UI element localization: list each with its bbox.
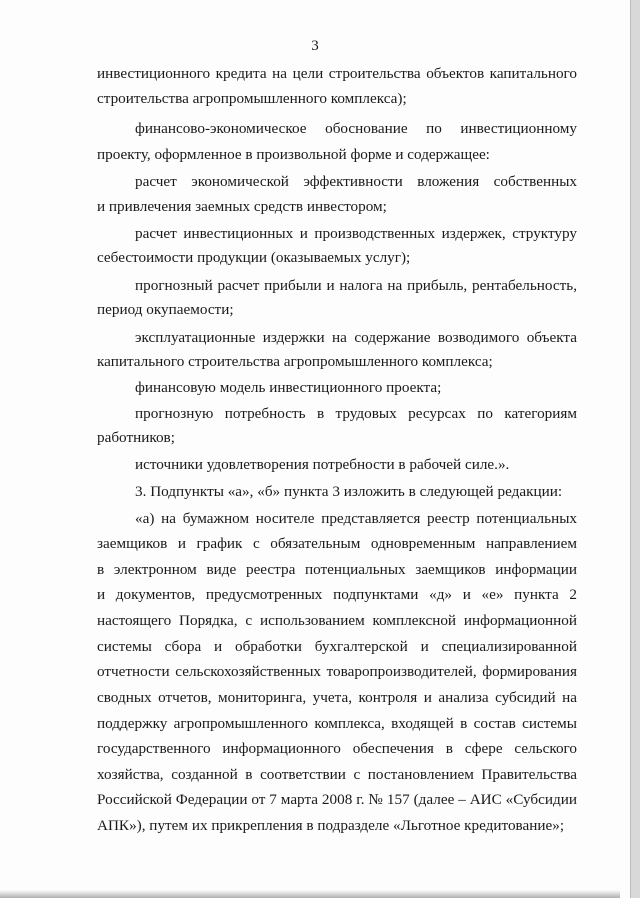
text-line: работников;	[97, 429, 175, 446]
text-line: финансовую модель инвестиционного проекта;	[135, 379, 442, 396]
text-line: расчет экономической эффективности вложения собственных	[135, 173, 577, 190]
text-line: АПК»), путем их прикрепления в подразделе «Льготное кредитование»;	[97, 817, 565, 834]
text-line: 3. Подпункты «а», «б» пункта 3 изложить в следующей редакции:	[135, 483, 563, 500]
text-line: «а) на бумажном носителе представляется реестр потенциальных	[135, 510, 577, 527]
text-line: хозяйства, созданной в соответствии с постановлением Правительства	[97, 766, 577, 783]
text-line: сводных отчетов, мониторинга, учета, контроля и анализа субсидий на	[97, 689, 577, 706]
text-line: себестоимости продукции (оказываемых услуг);	[97, 249, 411, 266]
text-line: поддержку агропромышленного комплекса, входящей в состав системы	[97, 715, 577, 732]
text-line: расчет инвестиционных и производственных издержек, структуру	[135, 225, 577, 242]
text-line: в электронном виде реестра потенциальных заемщиков информации	[97, 561, 577, 578]
text-line: заемщиков и график с обязательным одновременным направлением	[97, 535, 577, 552]
text-line: Российской Федерации от 7 марта 2008 г. № 157 (далее – АИС «Субсидии	[97, 791, 577, 808]
page-edge-shadow	[0, 890, 620, 898]
text-line: строительства агропромышленного комплекса);	[97, 90, 407, 107]
text-line: и привлечения заемных средств инвестором;	[97, 198, 387, 215]
page-number: 3	[311, 38, 319, 54]
text-line: период окупаемости;	[97, 301, 234, 318]
text-line: прогнозную потребность в трудовых ресурсах по категориям	[135, 405, 577, 422]
text-line: отчетности сельскохозяйственных товаропроизводителей, формирования	[97, 663, 577, 680]
text-line: капитального строительства агропромышленного комплекса;	[97, 353, 493, 370]
text-line: настоящего Порядка, с использованием комплексной информационной	[97, 612, 577, 629]
text-line: финансово-экономическое обоснование по инвестиционному	[135, 120, 577, 137]
text-line: проекту, оформленное в произвольной форме и содержащее:	[97, 146, 490, 163]
text-line: эксплуатационные издержки на содержание возводимого объекта	[135, 329, 577, 346]
text-line: системы сбора и обработки бухгалтерской и специализированной	[97, 638, 577, 655]
text-line: источники удовлетворения потребности в рабочей силе.».	[135, 456, 510, 473]
text-line: и документов, предусмотренных подпунктами «д» и «е» пункта 2	[97, 586, 577, 603]
text-line: прогнозный расчет прибыли и налога на прибыль, рентабельность,	[135, 277, 577, 294]
text-line: инвестиционного кредита на цели строительства объектов капитального	[97, 65, 577, 82]
text-line: государственного информационного обеспечения в сфере сельского	[97, 740, 577, 757]
